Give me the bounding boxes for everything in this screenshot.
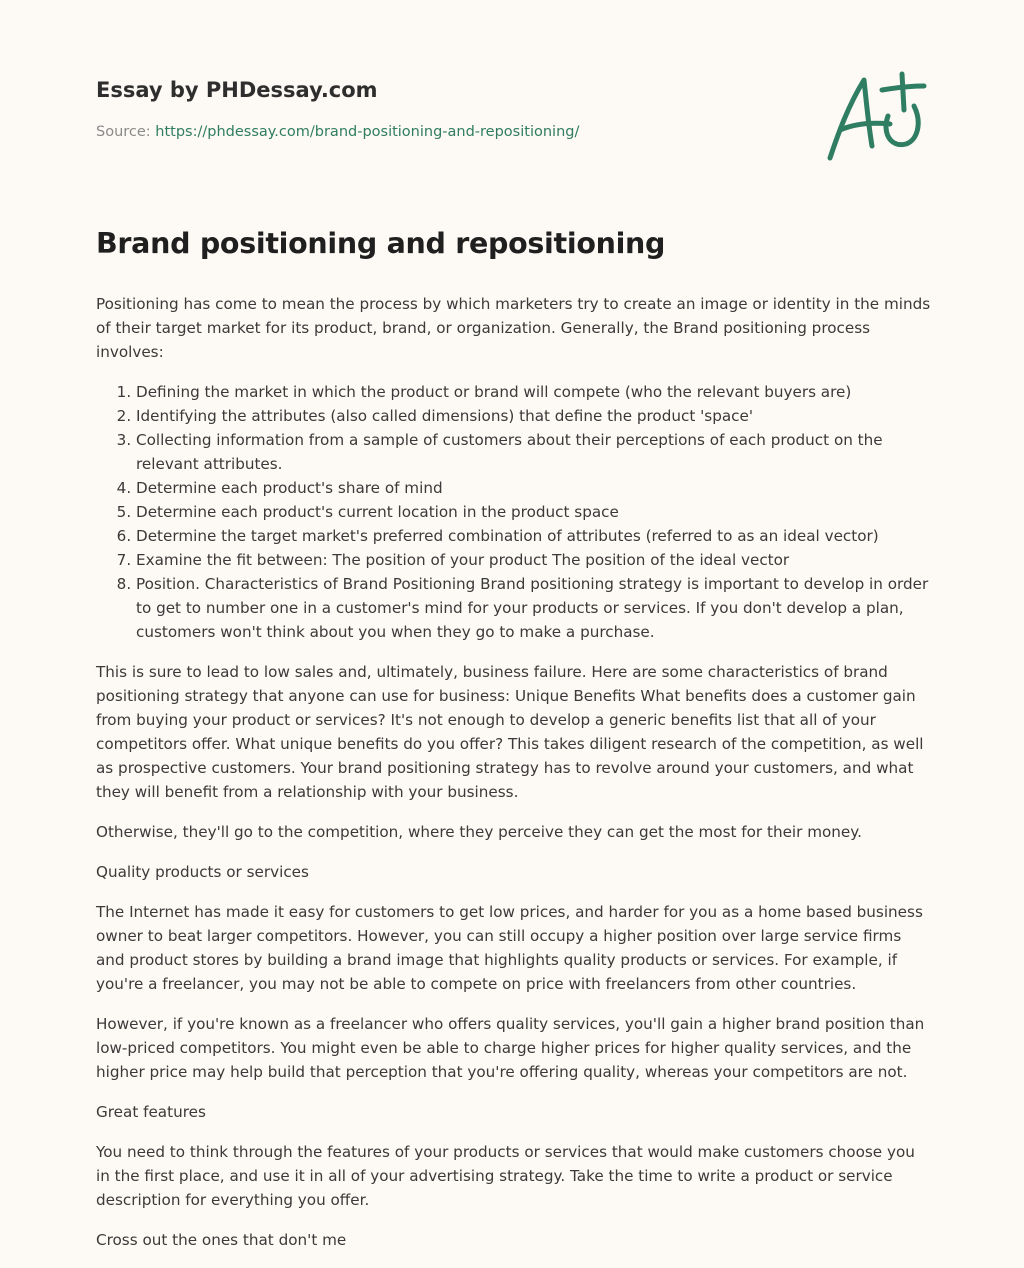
list-item: 4. Determine each product's share of mind [136, 476, 932, 500]
list-item: 3. Collecting information from a sample of customers about their perceptions of each product on the relevant attributes. [136, 428, 932, 476]
section-heading-quality: Quality products or services [96, 863, 309, 881]
list-item: 2. Identifying the attributes (also called dimensions) that define the product 'space' [136, 404, 932, 428]
positioning-steps-list [96, 380, 932, 644]
source-label: Source: [96, 124, 151, 140]
intro-paragraph: Positioning has come to mean the process by which marketers try to create an image or identity in the minds of their target market for its product, brand, or organization. Generally, the Brand positioning process involves: [96, 295, 931, 361]
list-item: 7. Examine the fit between: The position of your product The position of the ideal vector [136, 548, 932, 572]
section-heading-features: Great features [96, 1103, 206, 1121]
page-header [96, 76, 796, 142]
body-paragraph: Otherwise, they'll go to the competition, where they perceive they can get the most for their money. [96, 823, 862, 841]
body-paragraph: You need to think through the features of your products or services that would make customers choose you in the first place, and use it in all of your advertising strategy. Take the time to write a product or service description for everything you offer. [96, 1143, 915, 1209]
source-line [96, 122, 796, 142]
list-item: 5. Determine each product's current location in the product space [136, 500, 932, 524]
source-link[interactable]: https://phdessay.com/brand-positioning-and-repositioning/ [155, 124, 580, 140]
list-item: 1. Defining the market in which the product or brand will compete (who the relevant buyers are) [136, 380, 932, 404]
article-title: Brand positioning and repositioning [96, 227, 666, 260]
body-paragraph: The Internet has made it easy for customers to get low prices, and harder for you as a home based business owner to beat larger competitors. However, you can still occupy a higher position over large service firms and product stores by building a brand image that highlights quality products or services. For example, if you're a freelancer, you may not be able to compete on price with freelancers from other countries. [96, 903, 923, 993]
article [96, 224, 932, 1268]
a-plus-logo-icon [818, 66, 930, 166]
site-title: Essay by PHDessay.com [96, 78, 378, 102]
list-item: 8. Position. Characteristics of Brand Positioning Brand positioning strategy is important to develop in order to get to number one in a customer's mind for your products or services. If you don't develop a plan, customers won't think about you when they go to make a purchase. [136, 572, 932, 644]
body-paragraph: This is sure to lead to low sales and, ultimately, business failure. Here are some characteristics of brand positioning strategy that anyone can use for business: Unique Benefits What benefits does a customer gain from buying your product or services? It's not enough to develop a generic benefits list that all of your competitors offer. What unique benefits do you offer? This takes diligent research of the competition, as well as prospective customers. Your brand positioning strategy has to revolve around your customers, and what they will benefit from a relationship with your business. [96, 663, 924, 801]
list-item: 6. Determine the target market's preferred combination of attributes (referred to as an ideal vector) [136, 524, 932, 548]
body-paragraph-truncated: Cross out the ones that don't me [96, 1231, 347, 1249]
body-paragraph: However, if you're known as a freelancer who offers quality services, you'll gain a higher brand position than low-priced competitors. You might even be able to charge higher prices for higher quality services, and the higher price may help build that perception that you're offering quality, whereas your competitors are not. [96, 1015, 925, 1081]
